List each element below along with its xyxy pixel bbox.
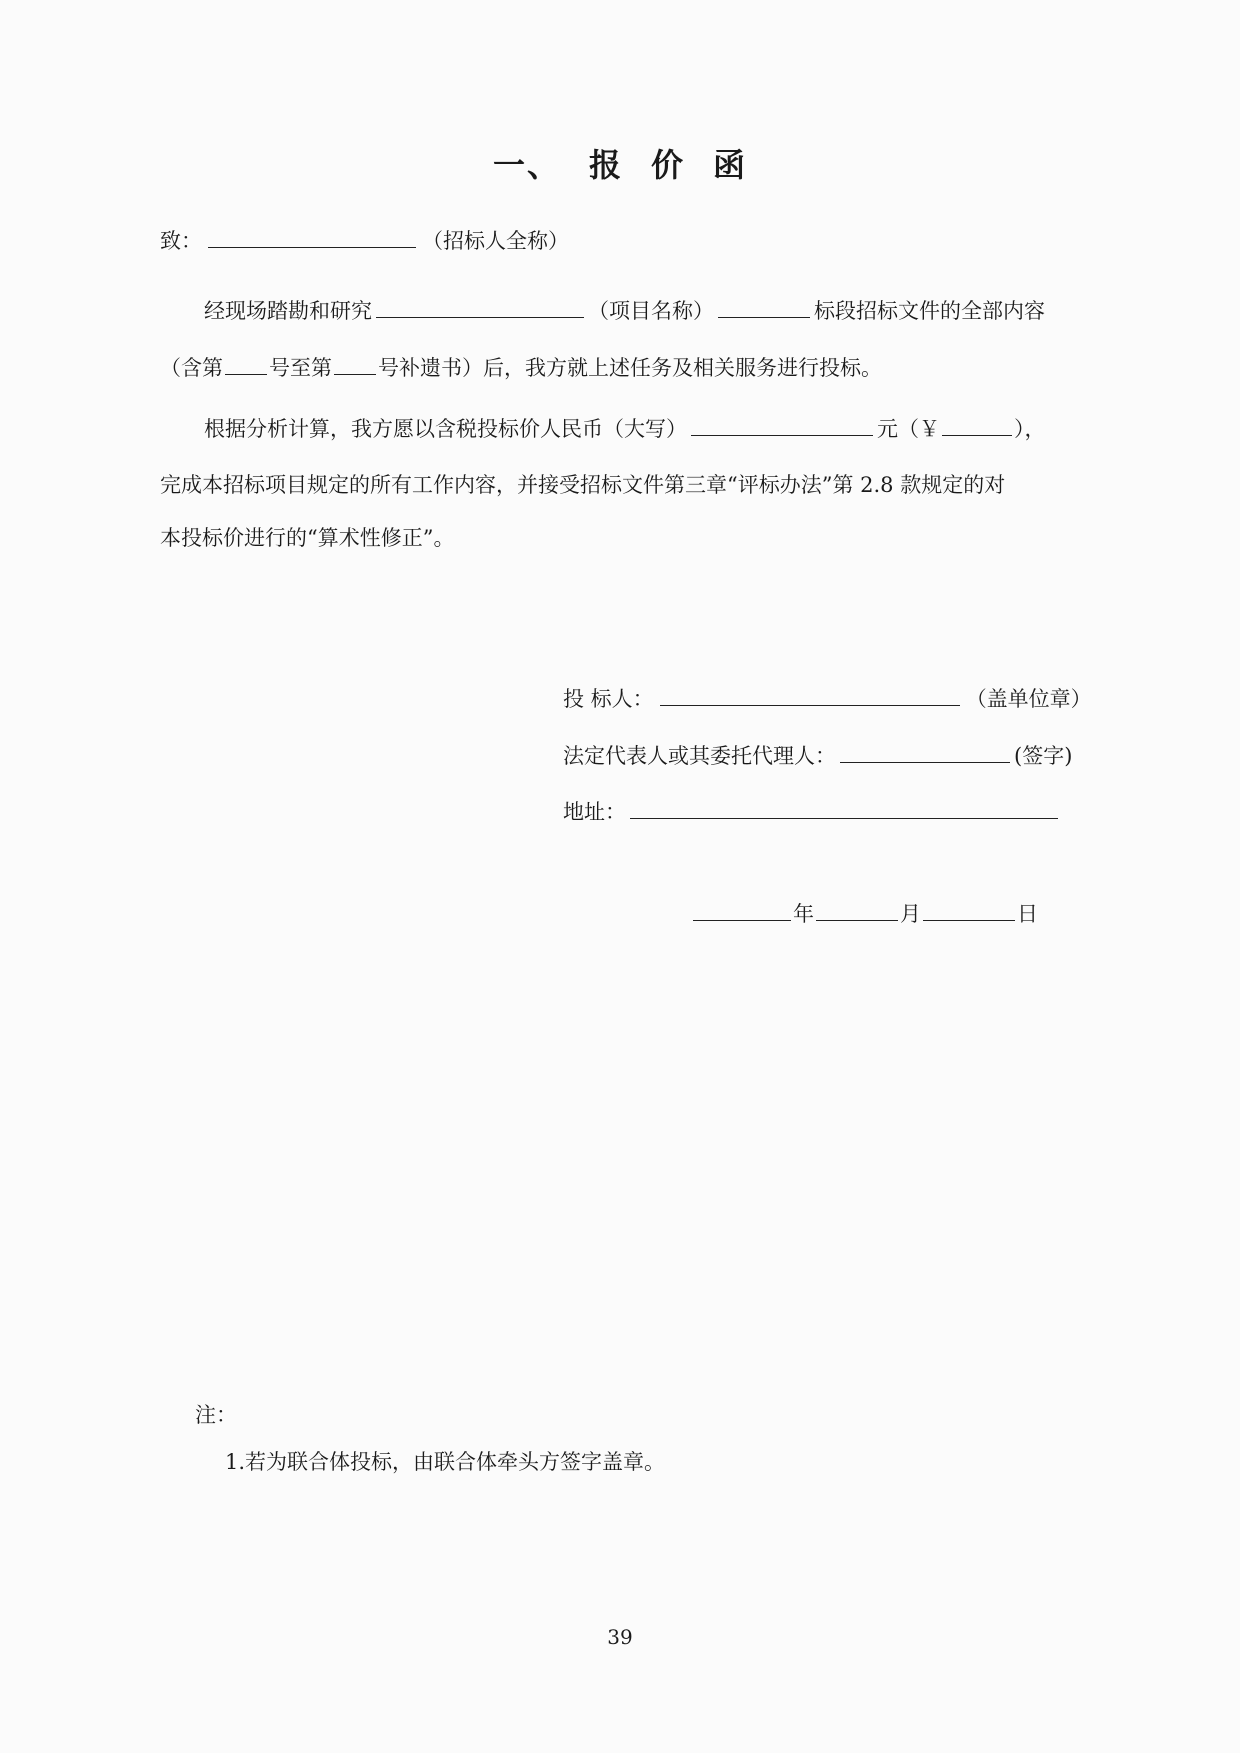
price-yuan: 元（￥ [877, 417, 940, 441]
paragraph-2-line-3: 本投标价进行的“算术性修正”。 [160, 526, 455, 550]
address-line [563, 796, 1058, 827]
addendum-from-blank[interactable] [225, 352, 267, 375]
representative-label: 法定代表人或其委托代理人： [563, 744, 836, 768]
recipient-blank[interactable] [208, 225, 416, 248]
price-close: ）， [1014, 417, 1046, 441]
price-lead: 根据分析计算，我方愿以含税投标价人民币（大写） [204, 417, 687, 441]
addendum-to-blank[interactable] [334, 352, 376, 375]
section-blank[interactable] [718, 295, 810, 318]
bidder-line [563, 683, 1092, 714]
project-name-blank[interactable] [376, 295, 584, 318]
representative-blank[interactable] [840, 740, 1010, 763]
bidder-label: 投 标人： [563, 687, 654, 711]
recipient-prefix: 致： [160, 229, 202, 253]
page-number: 39 [607, 1625, 633, 1649]
addendum-suffix: 号补遗书）后，我方就上述任务及相关服务进行投标。 [378, 356, 882, 380]
recipient-suffix: （招标人全称） [422, 229, 569, 253]
year-blank[interactable] [693, 898, 791, 921]
addendum-prefix: （含第 [160, 356, 223, 380]
note-label: 注： [195, 1403, 237, 1427]
recipient-line [160, 225, 569, 256]
month-label: 月 [900, 902, 921, 926]
section-text: 标段招标文件的全部内容 [814, 299, 1045, 323]
bidder-suffix: （盖单位章） [965, 687, 1092, 711]
paragraph-2-line-2: 完成本招标项目规定的所有工作内容，并接受招标文件第三章“评标办法”第 2.8 款规定的对 [160, 473, 1006, 497]
month-blank[interactable] [816, 898, 898, 921]
para1-lead: 经现场踏勘和研究 [204, 299, 372, 323]
page-title [0, 140, 1240, 186]
note-item-1: 1.若为联合体投标，由联合体牵头方签字盖章。 [225, 1450, 666, 1474]
paragraph-2-line-1 [204, 413, 1046, 444]
bidder-blank[interactable] [660, 683, 960, 706]
paragraph-1-line-1 [204, 295, 1045, 326]
address-label: 地址： [563, 800, 626, 824]
price-words-blank[interactable] [691, 413, 873, 436]
representative-line [563, 740, 1072, 771]
paragraph-1-line-2 [160, 352, 882, 383]
day-blank[interactable] [923, 898, 1015, 921]
representative-suffix: (签字) [1014, 744, 1073, 768]
project-name-label: （项目名称） [588, 299, 714, 323]
title-part: 价 [651, 146, 686, 184]
title-part: 报 [588, 146, 623, 184]
address-blank[interactable] [630, 796, 1058, 819]
addendum-middle: 号至第 [269, 356, 332, 380]
price-figures-blank[interactable] [942, 413, 1012, 436]
day-label: 日 [1017, 902, 1038, 926]
date-line [693, 898, 1038, 929]
title-part: 一、 [492, 146, 561, 184]
year-label: 年 [793, 902, 814, 926]
title-part: 函 [713, 146, 748, 184]
